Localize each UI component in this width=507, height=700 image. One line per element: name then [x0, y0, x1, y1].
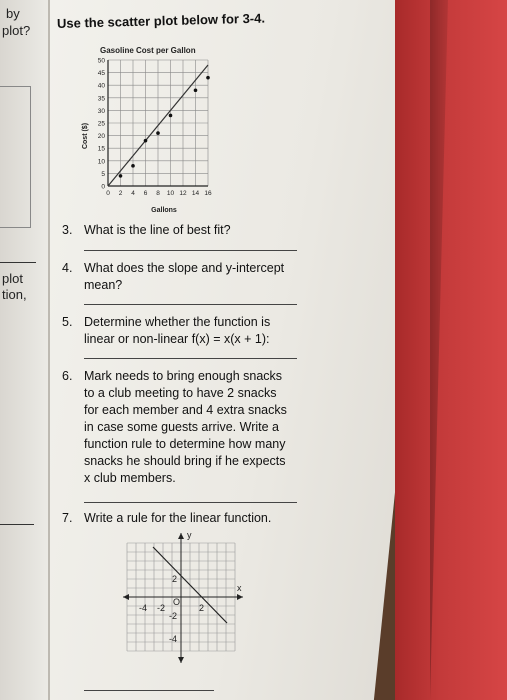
- y-tick-label: 40: [97, 82, 105, 90]
- data-point: [206, 76, 210, 80]
- y-tick-label: 45: [97, 70, 105, 78]
- question-line: x club members.: [84, 471, 176, 485]
- x-axis-label: Gallons: [151, 207, 177, 214]
- answer-line-4[interactable]: [84, 304, 297, 305]
- question-number: 4.: [62, 261, 73, 275]
- question-line: Determine whether the function is: [84, 315, 271, 329]
- y-tick-label: 50: [97, 57, 105, 65]
- y-axis-label: Cost ($): [82, 122, 89, 150]
- data-point: [131, 164, 135, 168]
- data-point: [169, 114, 173, 118]
- left-rule-2: [0, 524, 34, 525]
- question-line: in case some guests arrive. Write a: [84, 420, 279, 434]
- y-axis-letter: y: [187, 530, 192, 540]
- question-6: [62, 368, 322, 487]
- grid-label: 2: [172, 574, 178, 584]
- left-rule: [0, 262, 36, 263]
- question-line: linear or non-linear f(x) = x(x + 1):: [84, 332, 270, 346]
- grid-label: 2: [199, 603, 205, 613]
- y-tick-label: 35: [97, 95, 105, 103]
- y-tick-label: 30: [97, 107, 105, 115]
- question-number: 6.: [62, 369, 73, 383]
- y-tick-label: 0: [101, 183, 105, 191]
- x-tick-label: 8: [156, 190, 160, 197]
- left-word-plot: plot: [2, 271, 23, 286]
- y-tick-label: 10: [97, 158, 105, 166]
- y-tick-labels: [98, 58, 106, 191]
- x-tick-label: 4: [131, 190, 135, 197]
- left-word-tion: tion,: [2, 287, 27, 302]
- question-line: for each member and 4 extra snacks: [84, 403, 287, 417]
- page-edge: [48, 0, 50, 700]
- question-number: 5.: [62, 315, 73, 329]
- worksheet-heading: Use the scatter plot below for 3-4.: [56, 10, 266, 31]
- question-line: What does the slope and y-intercept: [84, 261, 285, 275]
- data-point: [119, 174, 123, 178]
- question-number: 3.: [62, 223, 73, 237]
- answer-line-5[interactable]: [84, 358, 297, 359]
- grid-label: -4: [139, 603, 148, 613]
- y-tick-label: 5: [101, 170, 105, 178]
- answer-line-6[interactable]: [84, 502, 297, 503]
- grid-label: O: [173, 597, 181, 607]
- question-4: [62, 260, 322, 294]
- data-point: [144, 139, 148, 143]
- x-tick-label: 12: [179, 190, 187, 197]
- y-tick-label: 20: [97, 133, 105, 141]
- x-tick-labels: [106, 190, 212, 197]
- left-page: [0, 0, 50, 700]
- x-tick-label: 0: [106, 190, 110, 197]
- grid-label: -2: [157, 603, 166, 613]
- grid-label: -2: [169, 611, 178, 621]
- chart-title: Gasoline Cost per Gallon: [100, 46, 196, 55]
- left-word-by: by: [6, 6, 20, 21]
- x-axis-letter: x: [237, 583, 242, 593]
- x-tick-label: 14: [191, 190, 200, 197]
- question-3: [62, 222, 322, 239]
- question-line: mean?: [84, 278, 123, 292]
- y-axis-arrow-up: [178, 533, 184, 539]
- y-axis-arrow-down: [178, 657, 184, 663]
- x-axis-arrow-right: [237, 594, 243, 600]
- x-axis-arrow-left: [123, 594, 129, 600]
- coordinate-grid: [115, 527, 250, 667]
- answer-line-7[interactable]: [84, 690, 214, 691]
- question-line: to a club meeting to have 2 snacks: [84, 386, 277, 400]
- y-tick-label: 15: [97, 145, 105, 153]
- question-line: Mark needs to bring enough snacks: [84, 369, 283, 383]
- question-line: Write a rule for the linear function.: [84, 511, 272, 525]
- x-tick-label: 16: [204, 190, 212, 197]
- left-word-plot-q: plot?: [2, 23, 31, 38]
- scatter-chart: [78, 46, 238, 226]
- left-box: [0, 86, 31, 228]
- y-tick-label: 25: [97, 120, 105, 128]
- x-tick-label: 2: [118, 190, 123, 197]
- question-number: 7.: [62, 511, 73, 525]
- question-5: [62, 314, 322, 348]
- grid-label: -4: [169, 634, 178, 644]
- data-point: [194, 88, 198, 92]
- question-7: [62, 510, 322, 527]
- data-points: [119, 76, 210, 178]
- question-line: What is the line of best fit?: [84, 223, 231, 237]
- answer-line-3[interactable]: [84, 250, 297, 251]
- question-line: function rule to determine how many: [84, 437, 286, 451]
- data-point: [156, 131, 160, 135]
- x-tick-label: 10: [166, 190, 175, 197]
- question-line: snacks he should bring if he expects: [84, 454, 286, 468]
- x-tick-label: 6: [143, 190, 148, 197]
